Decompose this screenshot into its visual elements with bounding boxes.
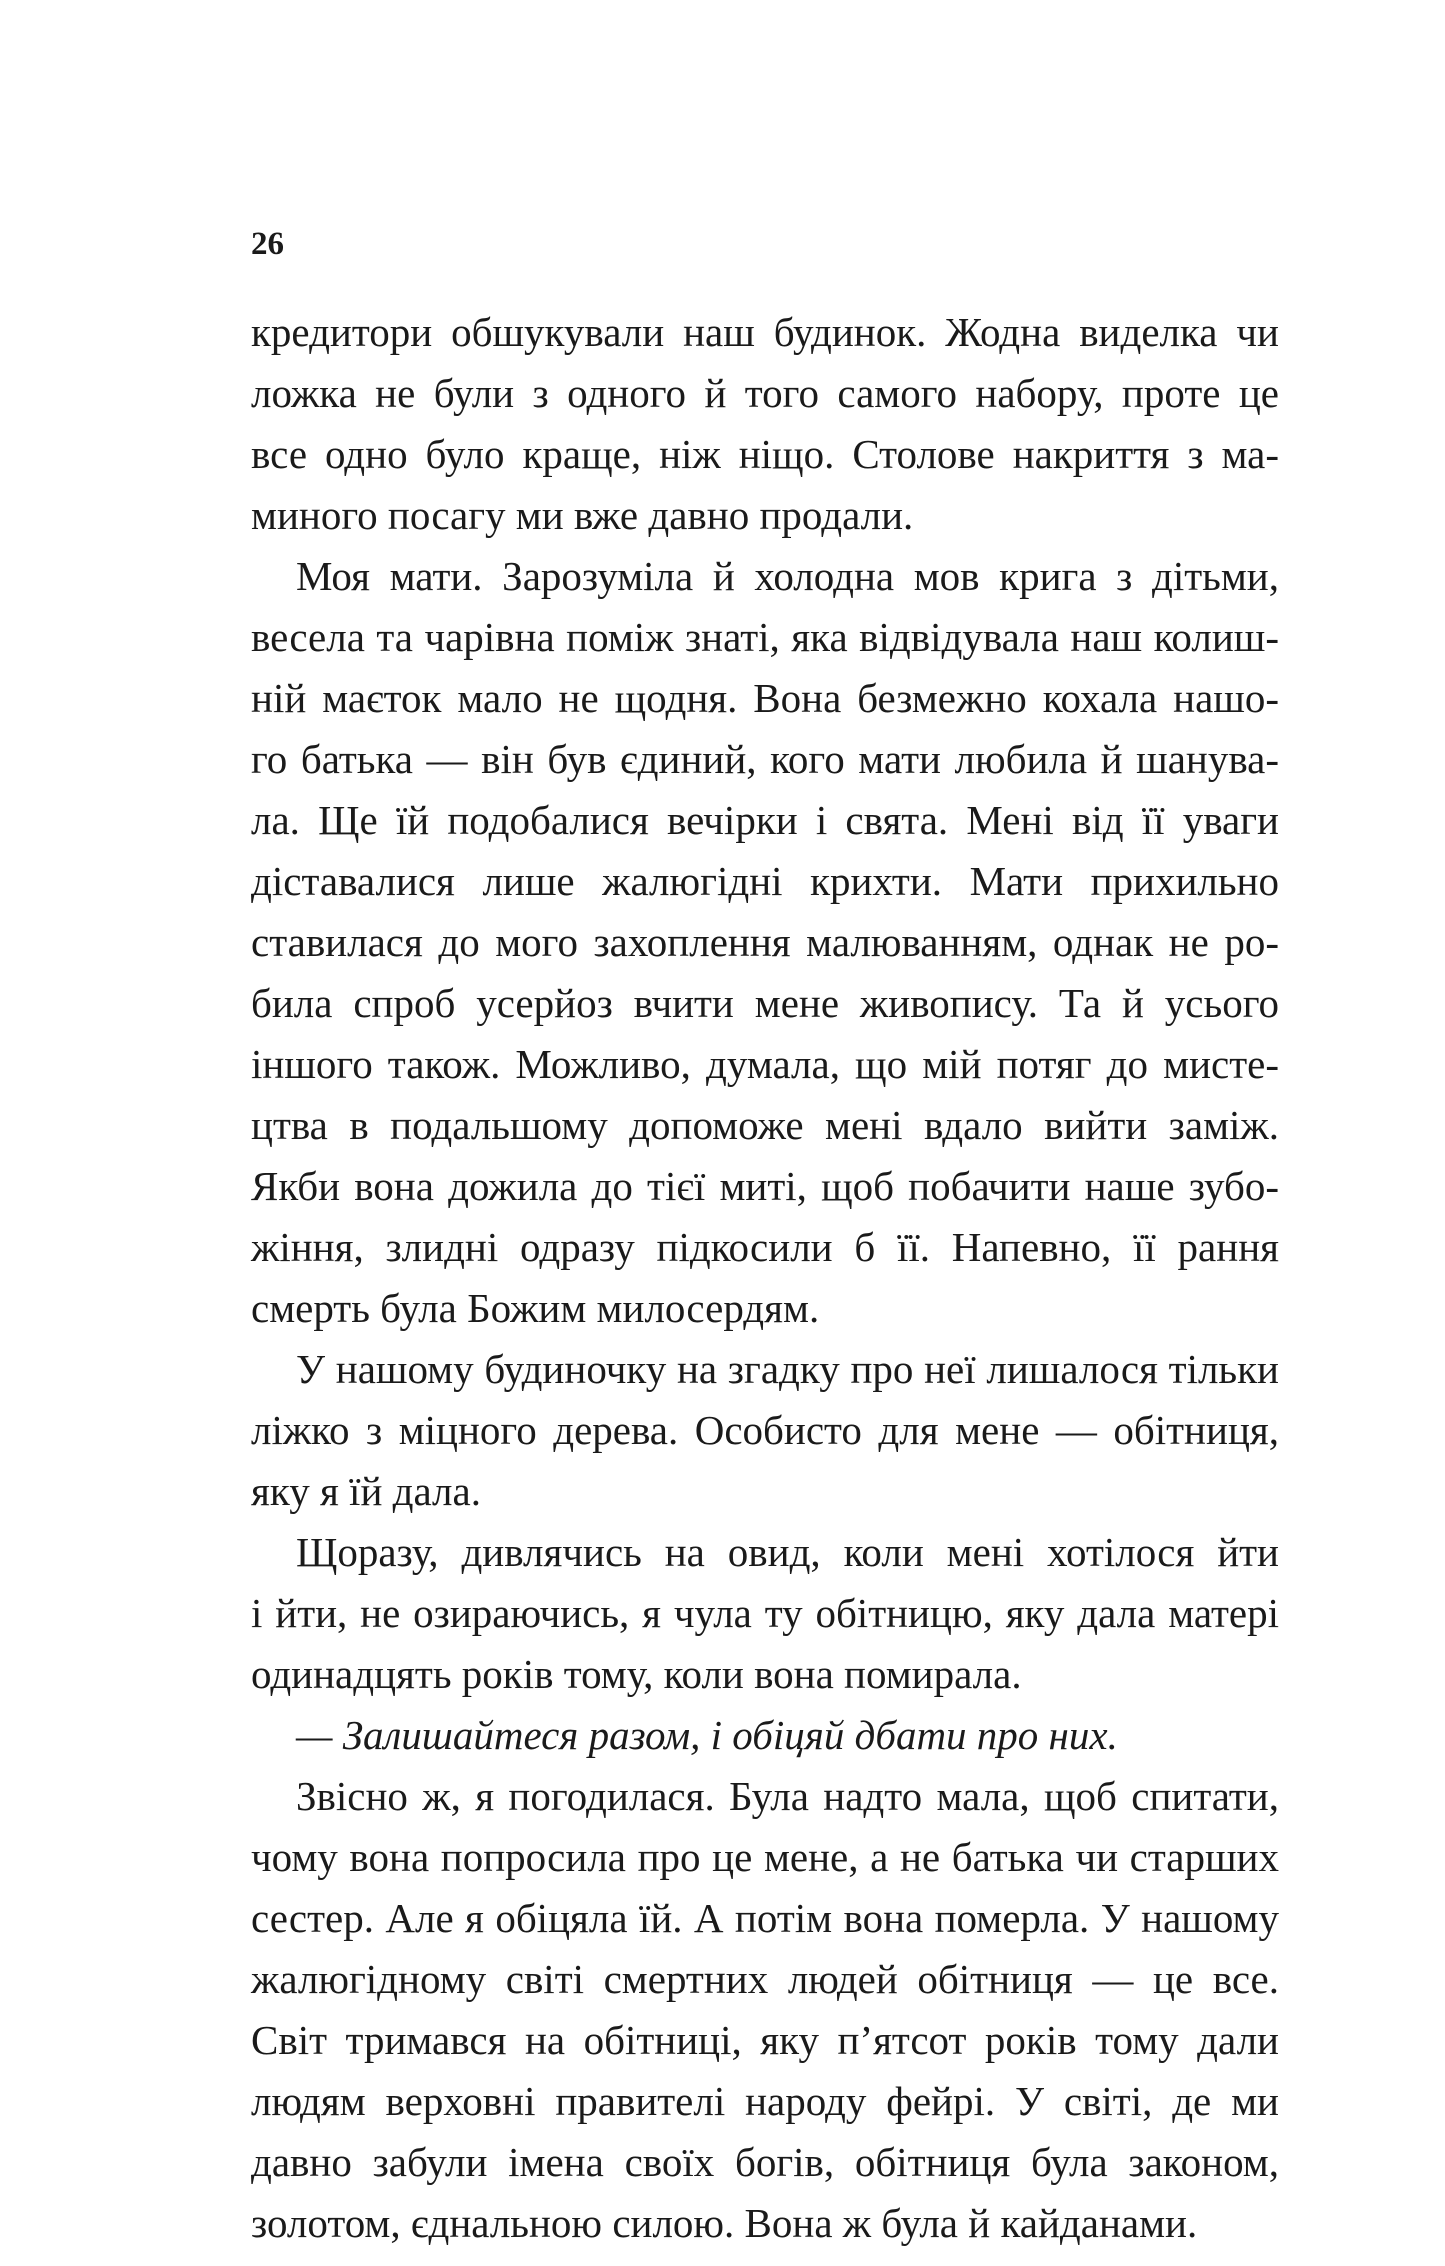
text-line: і йти, не озираючись, я чула ту обітницю, яку дала матері xyxy=(251,1590,1279,1636)
text-line: миного посагу ми вже давно продали. xyxy=(251,492,914,538)
text-line: діставалися лише жалюгідні крихти. Мати прихильно xyxy=(251,858,1279,904)
paragraph xyxy=(251,546,1279,1339)
text-line: цтва в подальшому допоможе мені вдало вийти заміж. xyxy=(251,1102,1279,1148)
text-line: — Залишайтеся разом, і обіцяй дбати про них. xyxy=(296,1712,1118,1758)
paragraph xyxy=(251,1705,1279,1766)
paragraph xyxy=(251,1339,1279,1522)
paragraph xyxy=(251,302,1279,546)
text-line: кредитори обшукували наш будинок. Жодна виделка чи xyxy=(251,309,1279,355)
text-line: давно забули імена своїх богів, обітниця була законом, xyxy=(251,2139,1279,2185)
text-line: смерть була Божим милосердям. xyxy=(251,1285,820,1331)
text-line: Якби вона дожила до тієї миті, щоб побачити наше зубо- xyxy=(251,1163,1279,1209)
text-line: Світ тримався на обітниці, яку п’ятсот років тому дали xyxy=(251,2017,1279,2063)
text-line: людям верховні правителі народу фейрі. У світі, де ми xyxy=(251,2078,1279,2124)
text-line: весела та чарівна поміж знаті, яка відвідувала наш колиш- xyxy=(251,614,1279,660)
text-line: ла. Ще їй подобалися вечірки і свята. Мені від її уваги xyxy=(251,797,1279,843)
text-line: жіння, злидні одразу підкосили б її. Напевно, її рання xyxy=(251,1224,1279,1270)
paragraph xyxy=(251,1766,1279,2254)
text-line: одинадцять років тому, коли вона помирала. xyxy=(251,1651,1022,1697)
paragraph xyxy=(251,1522,1279,1705)
text-line: ставилася до мого захоплення малюванням, однак не ро- xyxy=(251,919,1279,965)
page-number: 26 xyxy=(251,226,284,262)
text-line: ній маєток мало не щодня. Вона безмежно кохала нашо- xyxy=(251,675,1279,721)
text-line: яку я їй дала. xyxy=(251,1468,481,1514)
text-line: Звісно ж, я погодилася. Була надто мала, щоб спитати, xyxy=(296,1773,1279,1819)
text-line: го батька — він був єдиний, кого мати любила й шанува- xyxy=(251,736,1279,782)
text-line: Моя мати. Зарозуміла й холодна мов крига з дітьми, xyxy=(296,553,1279,599)
text-line: золотом, єднальною силою. Вона ж була й кайданами. xyxy=(251,2200,1198,2246)
text-line: жалюгідному світі смертних людей обітниця — це все. xyxy=(251,1956,1279,2002)
text-line: іншого також. Можливо, думала, що мій потяг до мисте- xyxy=(251,1041,1279,1087)
body-text xyxy=(251,302,1279,2254)
text-line: ліжко з міцного дерева. Особисто для мене — обітниця, xyxy=(251,1407,1279,1453)
text-line: сестер. Але я обіцяла їй. А потім вона померла. У нашому xyxy=(251,1895,1279,1941)
text-line: Щоразу, дивлячись на овид, коли мені хотілося йти xyxy=(296,1529,1279,1575)
text-line: чому вона попросила про це мене, а не батька чи старших xyxy=(251,1834,1279,1880)
text-line: била спроб усерйоз вчити мене живопису. Та й усього xyxy=(251,980,1279,1026)
text-line: ложка не були з одного й того самого набору, проте це xyxy=(251,370,1279,416)
text-line: У нашому будиночку на згадку про неї лишалося тільки xyxy=(296,1346,1279,1392)
text-line: все одно було краще, ніж ніщо. Столове накриття з ма- xyxy=(251,431,1279,477)
